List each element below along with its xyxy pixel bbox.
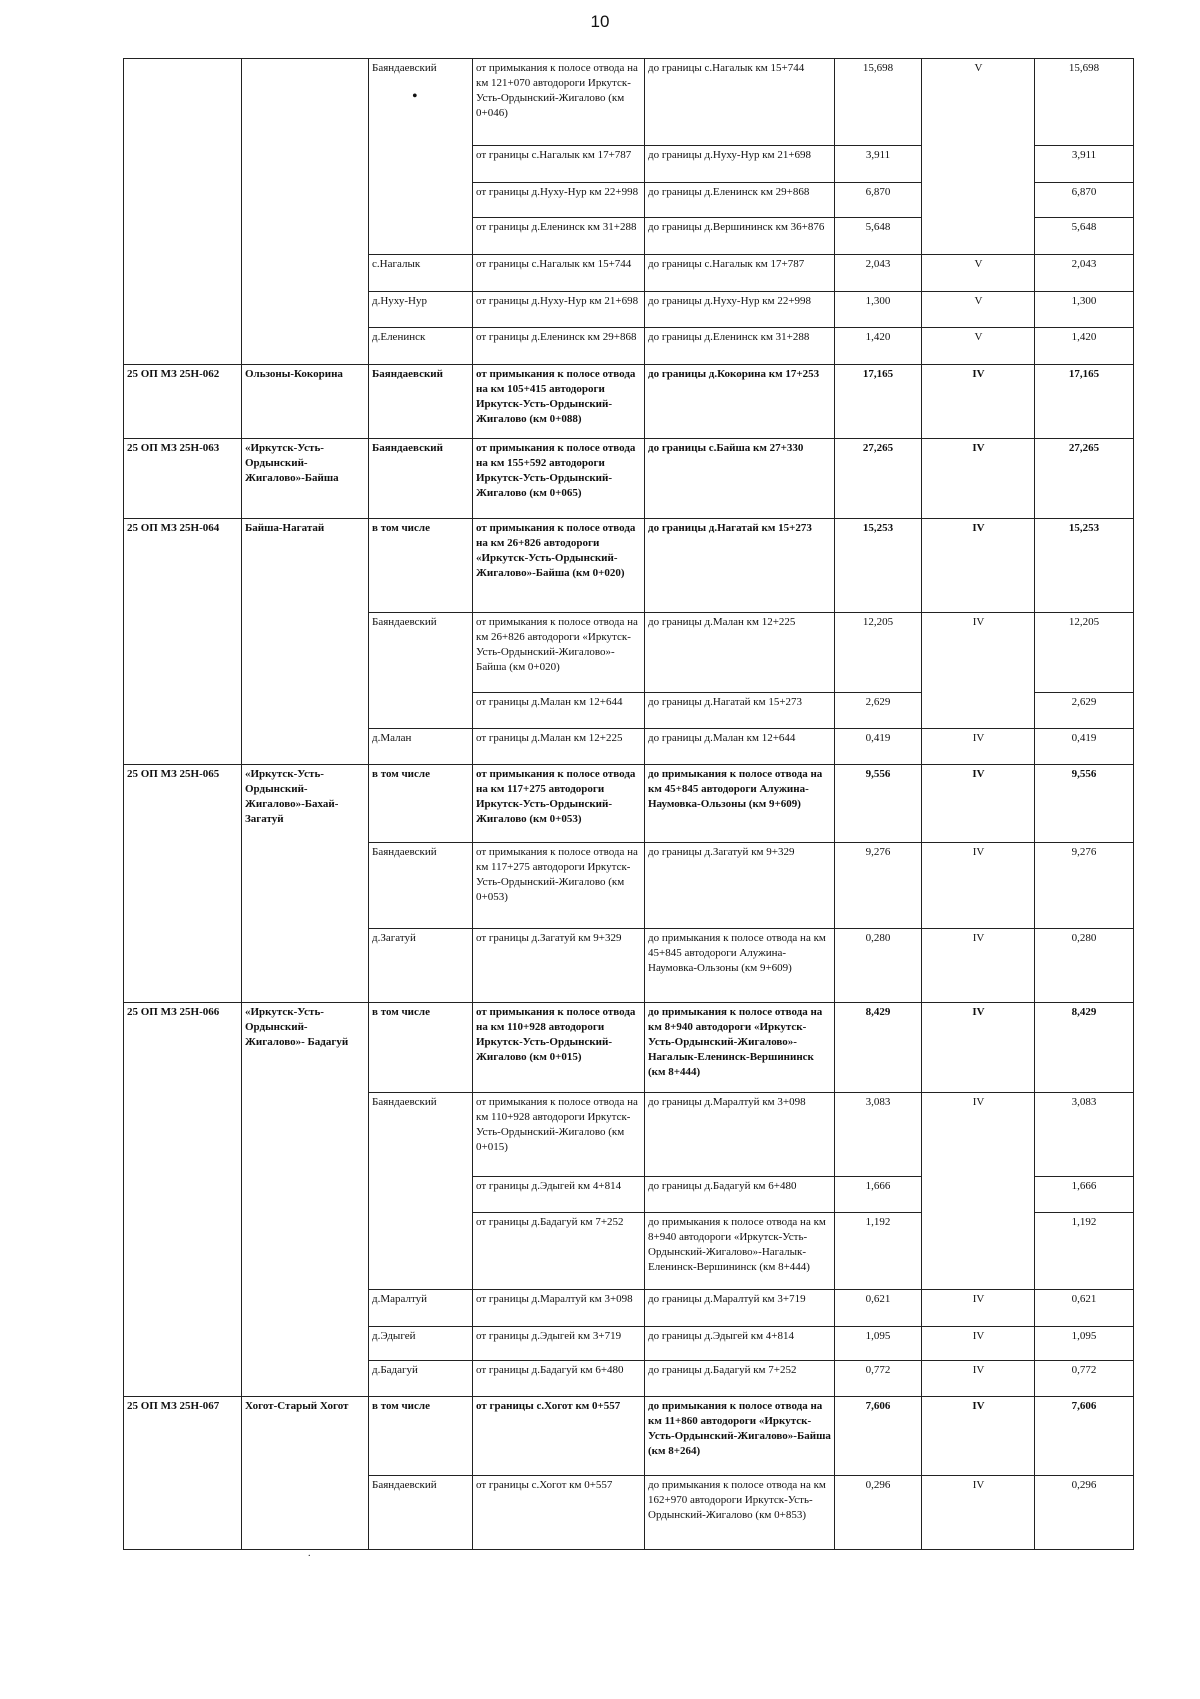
total-cell: 9,276 xyxy=(1035,843,1134,929)
from-cell: от границы д.Эдыгей км 4+814 xyxy=(473,1177,645,1213)
from-cell: от примыкания к полосе отвода на км 155+592 автодороги Иркутск-Усть-Ордынский-Жигалово (км 0+065) xyxy=(473,439,645,519)
table-row xyxy=(124,365,1134,439)
length-cell: 5,648 xyxy=(835,218,922,255)
to-cell: до границы д.Еленинск км 31+288 xyxy=(645,328,835,365)
length-cell: 15,698 xyxy=(835,59,922,146)
road-id-cell: 25 ОП МЗ 25Н-067 xyxy=(124,1397,242,1550)
district-cell: д.Эдыгей xyxy=(369,1327,473,1361)
to-cell: до примыкания к полосе отвода на км 8+940 автодороги «Иркутск-Усть-Ордынский-Жигалово»-Нагалык-Еленинск-Вершининск (км 8+444) xyxy=(645,1003,835,1093)
total-cell: 6,870 xyxy=(1035,183,1134,218)
road-id-cell xyxy=(124,59,242,365)
category-cell: IV xyxy=(922,729,1035,765)
to-cell: до примыкания к полосе отвода на км 8+940 автодороги «Иркутск-Усть-Ордынский-Жигалово»-Нагалык-Еленинск-Вершининск (км 8+444) xyxy=(645,1213,835,1290)
district-cell: д.Нуху-Нур xyxy=(369,292,473,328)
district-cell: Баяндаевский xyxy=(369,439,473,519)
road-name-cell xyxy=(242,59,369,365)
district-cell: с.Нагалык xyxy=(369,255,473,292)
total-cell: 0,419 xyxy=(1035,729,1134,765)
total-cell: 0,280 xyxy=(1035,929,1134,1003)
from-cell: от границы с.Нагалык км 17+787 xyxy=(473,146,645,183)
from-cell: от примыкания к полосе отвода на км 26+826 автодороги «Иркутск-Усть-Ордынский-Жигалово»-Байша (км 0+020) xyxy=(473,613,645,693)
total-cell: 1,300 xyxy=(1035,292,1134,328)
road-id-cell: 25 ОП МЗ 25Н-063 xyxy=(124,439,242,519)
scan-mark: . xyxy=(308,1548,311,1559)
to-cell: до примыкания к полосе отвода на км 45+845 автодороги Алужина-Наумовка-Ользоны (км 9+609) xyxy=(645,765,835,843)
length-cell: 9,556 xyxy=(835,765,922,843)
length-cell: 1,420 xyxy=(835,328,922,365)
table-row xyxy=(124,519,1134,613)
total-cell: 15,698 xyxy=(1035,59,1134,146)
from-cell: от примыкания к полосе отвода на км 105+415 автодороги Иркутск-Усть-Ордынский-Жигалово (км 0+088) xyxy=(473,365,645,439)
from-cell: от примыкания к полосе отвода на км 26+826 автодороги «Иркутск-Усть-Ордынский-Жигалово»-Байша (км 0+020) xyxy=(473,519,645,613)
total-cell: 5,648 xyxy=(1035,218,1134,255)
district-cell: д.Загатуй xyxy=(369,929,473,1003)
scan-mark: • xyxy=(412,88,418,105)
road-id-cell: 25 ОП МЗ 25Н-062 xyxy=(124,365,242,439)
category-cell: IV xyxy=(922,1397,1035,1476)
table-row xyxy=(124,59,1134,146)
from-cell: от границы д.Еленинск км 29+868 xyxy=(473,328,645,365)
road-name-cell: «Иркутск-Усть-Ордынский-Жигалово»-Байша xyxy=(242,439,369,519)
from-cell: от границы д.Загатуй км 9+329 xyxy=(473,929,645,1003)
total-cell: 15,253 xyxy=(1035,519,1134,613)
category-cell: IV xyxy=(922,1361,1035,1397)
category-cell: IV xyxy=(922,929,1035,1003)
to-cell: до примыкания к полосе отвода на км 162+970 автодороги Иркутск-Усть-Ордынский-Жигалово (км 0+853) xyxy=(645,1476,835,1550)
length-cell: 0,419 xyxy=(835,729,922,765)
from-cell: от границы с.Нагалык км 15+744 xyxy=(473,255,645,292)
total-cell: 1,095 xyxy=(1035,1327,1134,1361)
total-cell: 9,556 xyxy=(1035,765,1134,843)
total-cell: 0,296 xyxy=(1035,1476,1134,1550)
district-cell: Баяндаевский xyxy=(369,59,473,255)
table-row xyxy=(124,1397,1134,1476)
total-cell: 0,772 xyxy=(1035,1361,1134,1397)
from-cell: от границы с.Хогот км 0+557 xyxy=(473,1397,645,1476)
table-row xyxy=(124,765,1134,843)
total-cell: 17,165 xyxy=(1035,365,1134,439)
category-cell: IV xyxy=(922,1327,1035,1361)
length-cell: 8,429 xyxy=(835,1003,922,1093)
to-cell: до границы с.Байша км 27+330 xyxy=(645,439,835,519)
page-number: 10 xyxy=(590,12,610,31)
from-cell: от примыкания к полосе отвода на км 121+070 автодороги Иркутск-Усть-Ордынский-Жигалово (км 0+046) xyxy=(473,59,645,146)
to-cell: до границы д.Малан км 12+644 xyxy=(645,729,835,765)
length-cell: 9,276 xyxy=(835,843,922,929)
to-cell: до границы д.Еленинск км 29+868 xyxy=(645,183,835,218)
total-cell: 3,911 xyxy=(1035,146,1134,183)
road-id-cell: 25 ОП МЗ 25Н-064 xyxy=(124,519,242,765)
total-cell: 1,666 xyxy=(1035,1177,1134,1213)
length-cell: 1,666 xyxy=(835,1177,922,1213)
total-cell: 1,192 xyxy=(1035,1213,1134,1290)
from-cell: от примыкания к полосе отвода на км 117+275 автодороги Иркутск-Усть-Ордынский-Жигалово (км 0+053) xyxy=(473,843,645,929)
to-cell: до границы д.Нагатай км 15+273 xyxy=(645,693,835,729)
from-cell: от примыкания к полосе отвода на км 117+275 автодороги Иркутск-Усть-Ордынский-Жигалово (км 0+053) xyxy=(473,765,645,843)
length-cell: 15,253 xyxy=(835,519,922,613)
length-cell: 3,911 xyxy=(835,146,922,183)
to-cell: до границы д.Нуху-Нур км 22+998 xyxy=(645,292,835,328)
total-cell: 2,629 xyxy=(1035,693,1134,729)
road-name-cell: Хогот-Старый Хогот xyxy=(242,1397,369,1550)
road-name-cell: Ользоны-Кокорина xyxy=(242,365,369,439)
from-cell: от примыкания к полосе отвода на км 110+928 автодороги Иркутск-Усть-Ордынский-Жигалово (км 0+015) xyxy=(473,1003,645,1093)
total-cell: 8,429 xyxy=(1035,1003,1134,1093)
district-cell: д.Бадагуй xyxy=(369,1361,473,1397)
length-cell: 1,192 xyxy=(835,1213,922,1290)
to-cell: до границы с.Нагалык км 17+787 xyxy=(645,255,835,292)
category-cell: V xyxy=(922,59,1035,146)
to-cell: до примыкания к полосе отвода на км 11+860 автодороги «Иркутск-Усть-Ордынский-Жигалово»-Байша (км 8+264) xyxy=(645,1397,835,1476)
length-cell: 3,083 xyxy=(835,1093,922,1177)
road-register-table xyxy=(123,58,1134,1550)
to-cell: до границы д.Кокорина км 17+253 xyxy=(645,365,835,439)
to-cell: до границы д.Бадагуй км 6+480 xyxy=(645,1177,835,1213)
district-cell: в том числе xyxy=(369,1003,473,1093)
to-cell: до границы д.Малан км 12+225 xyxy=(645,613,835,693)
from-cell: от границы д.Еленинск км 31+288 xyxy=(473,218,645,255)
to-cell: до границы д.Эдыгей км 4+814 xyxy=(645,1327,835,1361)
to-cell: до примыкания к полосе отвода на км 45+845 автодороги Алужина-Наумовка-Ользоны (км 9+609) xyxy=(645,929,835,1003)
length-cell: 2,629 xyxy=(835,693,922,729)
length-cell: 0,621 xyxy=(835,1290,922,1327)
district-cell: д.Маралтуй xyxy=(369,1290,473,1327)
category-cell: V xyxy=(922,328,1035,365)
from-cell: от примыкания к полосе отвода на км 110+928 автодороги Иркутск-Усть-Ордынский-Жигалово (км 0+015) xyxy=(473,1093,645,1177)
to-cell: до границы д.Вершининск км 36+876 xyxy=(645,218,835,255)
length-cell: 6,870 xyxy=(835,183,922,218)
road-name-cell: «Иркутск-Усть-Ордынский-Жигалово»- Бадагуй xyxy=(242,1003,369,1397)
district-cell: в том числе xyxy=(369,1397,473,1476)
to-cell: до границы д.Маралтуй км 3+098 xyxy=(645,1093,835,1177)
to-cell: до границы с.Нагалык км 15+744 xyxy=(645,59,835,146)
total-cell: 1,420 xyxy=(1035,328,1134,365)
category-cell: IV xyxy=(922,365,1035,439)
total-cell: 12,205 xyxy=(1035,613,1134,693)
district-cell: Баяндаевский xyxy=(369,613,473,729)
category-cell: IV xyxy=(922,439,1035,519)
from-cell: от границы д.Малан км 12+644 xyxy=(473,693,645,729)
length-cell: 12,205 xyxy=(835,613,922,693)
to-cell: до границы д.Нуху-Нур км 21+698 xyxy=(645,146,835,183)
from-cell: от границы д.Нуху-Нур км 21+698 xyxy=(473,292,645,328)
category-cell: IV xyxy=(922,519,1035,613)
length-cell: 1,095 xyxy=(835,1327,922,1361)
to-cell: до границы д.Нагатай км 15+273 xyxy=(645,519,835,613)
category-cell: IV xyxy=(922,1003,1035,1093)
total-cell: 7,606 xyxy=(1035,1397,1134,1476)
road-id-cell: 25 ОП МЗ 25Н-065 xyxy=(124,765,242,1003)
category-cell: IV xyxy=(922,613,1035,729)
district-cell: Баяндаевский xyxy=(369,843,473,929)
length-cell: 0,772 xyxy=(835,1361,922,1397)
road-name-cell: «Иркутск-Усть-Ордынский-Жигалово»-Бахай-Загатуй xyxy=(242,765,369,1003)
length-cell: 1,300 xyxy=(835,292,922,328)
length-cell: 7,606 xyxy=(835,1397,922,1476)
from-cell: от границы д.Бадагуй км 6+480 xyxy=(473,1361,645,1397)
total-cell: 27,265 xyxy=(1035,439,1134,519)
category-cell: IV xyxy=(922,1093,1035,1290)
table-row xyxy=(124,1003,1134,1093)
to-cell: до границы д.Бадагуй км 7+252 xyxy=(645,1361,835,1397)
total-cell: 3,083 xyxy=(1035,1093,1134,1177)
district-cell: д.Еленинск xyxy=(369,328,473,365)
category-cell: V xyxy=(922,292,1035,328)
category-cell: IV xyxy=(922,1476,1035,1550)
category-cell: V xyxy=(922,255,1035,292)
district-cell: в том числе xyxy=(369,519,473,613)
length-cell: 0,296 xyxy=(835,1476,922,1550)
total-cell: 0,621 xyxy=(1035,1290,1134,1327)
length-cell: 27,265 xyxy=(835,439,922,519)
road-name-cell: Байша-Нагатай xyxy=(242,519,369,765)
category-cell: IV xyxy=(922,843,1035,929)
from-cell: от границы д.Маралтуй км 3+098 xyxy=(473,1290,645,1327)
to-cell: до границы д.Загатуй км 9+329 xyxy=(645,843,835,929)
district-cell: Баяндаевский xyxy=(369,365,473,439)
length-cell: 17,165 xyxy=(835,365,922,439)
from-cell: от границы д.Эдыгей км 3+719 xyxy=(473,1327,645,1361)
district-cell: д.Малан xyxy=(369,729,473,765)
district-cell: Баяндаевский xyxy=(369,1093,473,1290)
from-cell: от границы д.Нуху-Нур км 22+998 xyxy=(473,183,645,218)
category-cell: IV xyxy=(922,1290,1035,1327)
length-cell: 2,043 xyxy=(835,255,922,292)
from-cell: от границы с.Хогот км 0+557 xyxy=(473,1476,645,1550)
table-row xyxy=(124,439,1134,519)
road-id-cell: 25 ОП МЗ 25Н-066 xyxy=(124,1003,242,1397)
total-cell: 2,043 xyxy=(1035,255,1134,292)
from-cell: от границы д.Малан км 12+225 xyxy=(473,729,645,765)
category-cell xyxy=(922,146,1035,255)
category-cell: IV xyxy=(922,765,1035,843)
district-cell: в том числе xyxy=(369,765,473,843)
from-cell: от границы д.Бадагуй км 7+252 xyxy=(473,1213,645,1290)
district-cell: Баяндаевский xyxy=(369,1476,473,1550)
length-cell: 0,280 xyxy=(835,929,922,1003)
to-cell: до границы д.Маралтуй км 3+719 xyxy=(645,1290,835,1327)
